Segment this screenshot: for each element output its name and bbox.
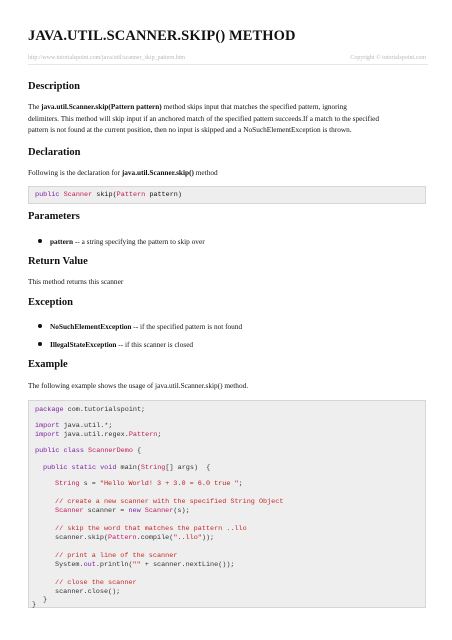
code-text: ; [238,480,243,488]
code-comment: // create a new scanner with the specified String Object [55,498,284,506]
declaration-code-block [28,186,426,204]
example-text: The following example shows the usage of java.util.Scanner.skip() method. [28,381,249,390]
exception-item [38,322,242,331]
parameter-name: pattern [50,237,74,246]
declaration-code-line: public Scanner skip(Pattern pattern) [35,191,182,199]
return-value-heading: Return Value [28,256,88,267]
code-line [55,507,190,515]
code-line [55,480,243,488]
code-text: )); [201,534,215,542]
code-string: "Hello World! 3 + 3.0 = 6.0 true " [99,480,239,488]
code-keyword: .out [79,561,96,569]
code-line [55,579,137,587]
code-text: s = [79,480,100,488]
parameter-desc: -- a string specifying the pattern to skip over [73,237,205,246]
code-line [43,464,210,472]
code-type: Scanner [55,507,84,515]
page-title: JAVA.UTIL.SCANNER.SKIP() METHOD [28,28,296,44]
code-keyword: import [35,431,60,439]
code-class-name: ScannerDemo [83,447,133,455]
parameters-heading: Parameters [28,211,80,222]
code-keyword: public static void [43,464,117,472]
code-keyword: public [35,191,60,199]
code-type: String [140,464,166,472]
example-heading: Example [28,359,68,370]
code-text: .compile( [136,534,174,542]
declaration-text-post: method [193,168,218,177]
description-text [28,101,426,136]
bullet-icon [38,239,42,243]
code-keyword: new [128,507,141,515]
description-line-3: pattern is not found at the current position, then no input is skipped and a NoSuchElementException is thrown. [28,125,352,134]
code-text: ; [157,431,162,439]
code-keyword: public class [35,447,84,455]
code-type: Pattern [128,431,158,439]
declaration-text [28,167,426,179]
code-line [35,447,141,455]
source-url[interactable]: http://www.tutorialspoint.com/java/util/scanner_skip_pattern.htm [28,55,186,61]
code-brace: } [43,596,48,604]
exception-name: IllegalStateException [50,340,117,349]
code-method-name: skip [96,191,113,199]
description-method-signature: java.util.Scanner.skip(Pattern pattern) [41,102,162,111]
code-string: "..llo" [173,534,202,542]
description-intro-post: method skips input that matches the specified pattern, ignoring [161,102,347,111]
bullet-icon [38,342,42,346]
exception-heading: Exception [28,297,73,308]
code-type: Scanner [63,191,93,199]
example-code-block [28,400,426,608]
header-divider [28,64,428,65]
code-line [55,552,177,560]
code-text: scanner.close(); [55,588,121,596]
code-line [35,431,161,439]
code-text: System [55,561,80,569]
code-line [55,498,283,506]
code-comment: // skip the word that matches the pattern ..llo [55,525,247,533]
declaration-method: java.util.Scanner.skip() [121,168,194,177]
code-param: pattern) [149,191,182,199]
code-text: scanner = [83,507,129,515]
code-line [35,422,113,430]
code-line [43,596,47,604]
code-text: java.util.*; [59,422,113,430]
code-param-type: Pattern [116,191,146,199]
exception-desc: -- if this scanner is closed [116,340,194,349]
code-text: java.util.regex. [59,431,129,439]
code-comment: // print a line of the scanner [55,552,178,560]
code-keyword: import [35,422,60,430]
code-text: com.tutorialspoint; [63,406,146,414]
code-text: (s); [173,507,190,515]
code-type: String [55,480,80,488]
exception-item [38,340,193,349]
code-text: scanner.skip( [55,534,109,542]
parameter-item [38,237,205,246]
code-line [32,601,36,609]
code-keyword: package [35,406,64,414]
code-line [55,588,120,596]
code-brace: } [32,601,37,609]
code-text: { [132,447,142,455]
code-line [55,525,247,533]
description-heading: Description [28,81,80,92]
description-line-2: delimiters. This method will skip input if an anchored match of the specified pattern succeeds.If a match to the specified [28,113,380,123]
declaration-heading: Declaration [28,147,81,158]
exception-desc: -- if the specified pattern is not found [131,322,243,331]
code-string: "" [132,561,141,569]
code-type: Scanner [140,507,174,515]
bullet-icon [38,324,42,328]
return-value-text: This method returns this scanner [28,277,124,286]
code-comment: // close the scanner [55,579,137,587]
code-text: main( [116,464,141,472]
code-line [35,406,145,414]
code-text: .println( [95,561,133,569]
exception-name: NoSuchElementException [50,322,132,331]
description-intro-pre: The [28,102,42,111]
code-line [55,561,235,569]
code-line [55,534,214,542]
code-text: + scanner.nextLine()); [140,561,235,569]
code-text: [] args) { [165,464,211,472]
code-type: Pattern [108,534,137,542]
declaration-text-pre: Following is the declaration for [28,168,122,177]
copyright-notice: Copyright © tutorialspoint.com [350,55,426,61]
